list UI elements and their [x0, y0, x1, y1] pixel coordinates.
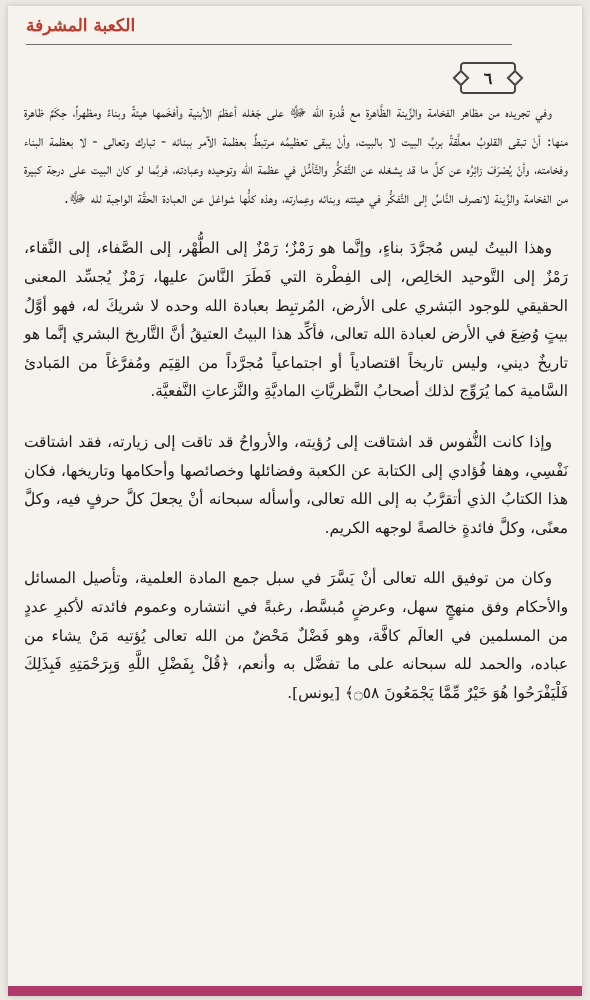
paragraph-3: وإذا كانت النُّفوس قد اشتاقت إلى رُؤيته، والأرواحُ قد تاقت إلى زيارته، فقد اشتاقت نَفْسِي، وهفا فُؤادي إلى الكتابة عن الكعبة وفضائلها وخصائصها وأحكامها وتاريخها، فكان هذا الكتابُ الذي أتقرَّبُ به إلى الله تعالى، وأسأله سبحانه أنْ يجعلَ كلَّ حرفٍ فيه، وكلَّ معنًى، وكلَّ فائدةٍ خالصةً لوجهه الكريم.	[24, 432, 568, 537]
bookmark-ribbon-edge	[8, 986, 582, 996]
paragraph-1: وفي تجريده من مظاهر الفخامة والزِّينة الظَّاهرة مع قُدرة الله ﷻ على جَعْله أعظمَ الأبنية وأفخَمها هيئةً وبناءً ومظهراً، حِكَمٌ ظاهرة منها: أنْ تبقى القلوبُ معلَّقةً بربِّ البيت لا بالبيت، وأنْ يبقى تعظيمُه مرتبطٌ بعظمة الآمر ببنائه - تبارك وتعالى - لا بعظمة البناء وفخامته، وأنْ يُصْرَفَ زائِرُه عن كلِّ ما قد يشغله عن التَّفكُّر والتَّأمُّل في عظمة الله وتوحيده وعبادته، فربَّما لو كان البيت على درجة كبيرة من الفخامة والزِّينة لانصرف النَّاسُ إلى التَّفكُّر في هيئته وبنائه وعِمارته، وهذه كلُّها شواغل عن العبادة الحقَّة الواجبة لله ﷻ.	[24, 103, 568, 207]
paragraph-2: وهذا البيتُ ليس مُجرَّدَ بناءٍ، وإنَّما هو رَمْزٌ؛ رَمْزٌ إلى الطُّهْر، إلى الصَّفاء، إلى النَّقاء، رَمْزٌ إلى التَّوحيد الخالِص، إلى الفِطْرة التي فَطَرَ النَّاسَ عليها، رَمْزٌ يُجسِّد المعنى الحقيقي للوجود البَشري على الأرض، المُرتبِط بعبادة الله وحده لا شريكَ له، فهو أوَّلُ بيتٍ وُضِعَ في الأرض لعبادة الله تعالى، فأكِّد هذا البيتُ العتيقُ أنَّ التَّاريخ البشري إنَّما هو تاريخٌ ديني، وليس تاريخاً اقتصادياً أو اجتماعياً مُجرَّداً من القِيَم ومُفرَّغاً من المَبادئ السَّامية كما يُرَوِّج لذلك أصحابُ النَّظريَّاتِ الماديَّةِ والنَّزعاتِ النَّفعيَّة.	[24, 239, 568, 401]
body-text	[24, 98, 568, 729]
paragraph-4: وكان من توفيق الله تعالى أنْ يَسَّرَ في سبل جمع المادة العلمية، وتأصيل المسائل والأحكام وفق منهجٍ سهل، وعرضٍ مُبسَّط، رغبةً في انتشاره وعموم فائدته لأكبرِ عددٍ من المسلمين في العالَم كافَّة، وهو فَضْلٌ مَحْضٌ من الله تعالى يُؤتيه مَنْ يشاء من عباده، والحمد لله سبحانه على ما تفضَّل به وأنعم، ﴿قُلْ بِفَضْلِ اللَّهِ وَبِرَحْمَتِهِ فَبِذَلِكَ فَلْيَفْرَحُوا هُوَ خَيْرٌ مِّمَّا يَجْمَعُونَ ۝٥٨﴾ [يونس].	[24, 569, 568, 702]
running-title: الكعبة المشرفة	[26, 16, 136, 36]
header-rule	[26, 44, 512, 45]
page-number-badge	[460, 62, 516, 94]
page-number: ٦	[483, 68, 493, 88]
book-page	[8, 6, 582, 996]
